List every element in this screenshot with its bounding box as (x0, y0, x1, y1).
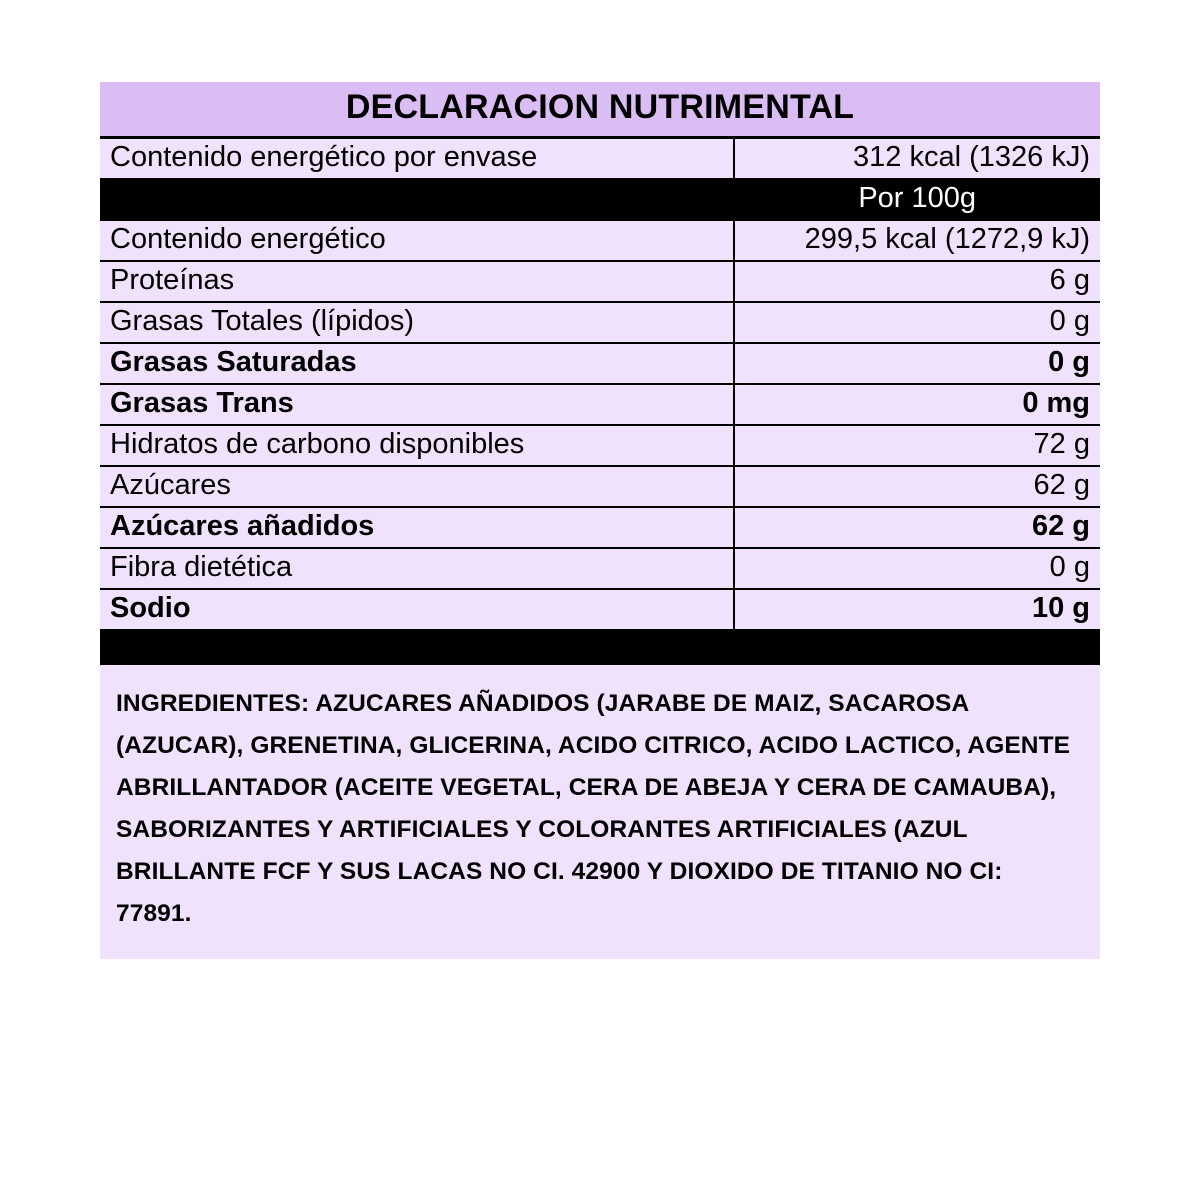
nutrient-name: Grasas Saturadas (100, 343, 734, 384)
column-header-left (100, 179, 734, 220)
nutrient-value: 62 g (734, 507, 1100, 548)
divider-cell (100, 630, 1100, 665)
per-package-value: 312 kcal (1326 kJ) (734, 139, 1100, 179)
nutrient-name: Fibra dietética (100, 548, 734, 589)
nutrient-value: 6 g (734, 261, 1100, 302)
table-row (100, 384, 1100, 425)
nutrient-name: Azúcares (100, 466, 734, 507)
table-row-column-header (100, 179, 1100, 220)
nutrition-table (100, 139, 1100, 665)
table-row (100, 507, 1100, 548)
table-row-per-package (100, 139, 1100, 179)
column-header-right: Por 100g (734, 179, 1100, 220)
nutrition-table-body (100, 139, 1100, 665)
table-divider-bar (100, 630, 1100, 665)
nutrient-name: Contenido energético (100, 220, 734, 261)
table-row (100, 425, 1100, 466)
nutrient-name: Grasas Totales (lípidos) (100, 302, 734, 343)
nutrient-name: Hidratos de carbono disponibles (100, 425, 734, 466)
nutrient-name: Azúcares añadidos (100, 507, 734, 548)
table-row (100, 302, 1100, 343)
ingredients-text: INGREDIENTES: AZUCARES AÑADIDOS (JARABE DE MAIZ, SACAROSA (AZUCAR), GRENETINA, GLICERINA, ACIDO CITRICO, ACIDO LACTICO, AGENTE ABRILLANTADOR (ACEITE VEGETAL, CERA DE ABEJA Y CERA DE CAMAUBA), SABORIZANTES Y ARTIFICIALES Y COLORANTES ARTIFICIALES (AZUL BRILLANTE FCF Y SUS LACAS NO CI. 42900 Y DIOXIDO DE TITANIO NO CI: 77891. (100, 665, 1100, 960)
table-row (100, 261, 1100, 302)
nutrient-value: 0 g (734, 302, 1100, 343)
nutrient-value: 0 g (734, 548, 1100, 589)
table-row (100, 589, 1100, 630)
nutrient-value: 10 g (734, 589, 1100, 630)
nutrition-facts-panel (100, 82, 1100, 959)
nutrient-value: 0 mg (734, 384, 1100, 425)
table-row (100, 220, 1100, 261)
nutrient-name: Grasas Trans (100, 384, 734, 425)
panel-title-bar (100, 82, 1100, 139)
per-package-label: Contenido energético por envase (100, 139, 734, 179)
table-row (100, 548, 1100, 589)
nutrient-value: 0 g (734, 343, 1100, 384)
nutrient-value: 62 g (734, 466, 1100, 507)
table-row (100, 466, 1100, 507)
table-row (100, 343, 1100, 384)
nutrient-value: 72 g (734, 425, 1100, 466)
nutrient-value: 299,5 kcal (1272,9 kJ) (734, 220, 1100, 261)
page-title: DECLARACION NUTRIMENTAL (345, 88, 855, 126)
nutrient-name: Sodio (100, 589, 734, 630)
nutrient-name: Proteínas (100, 261, 734, 302)
